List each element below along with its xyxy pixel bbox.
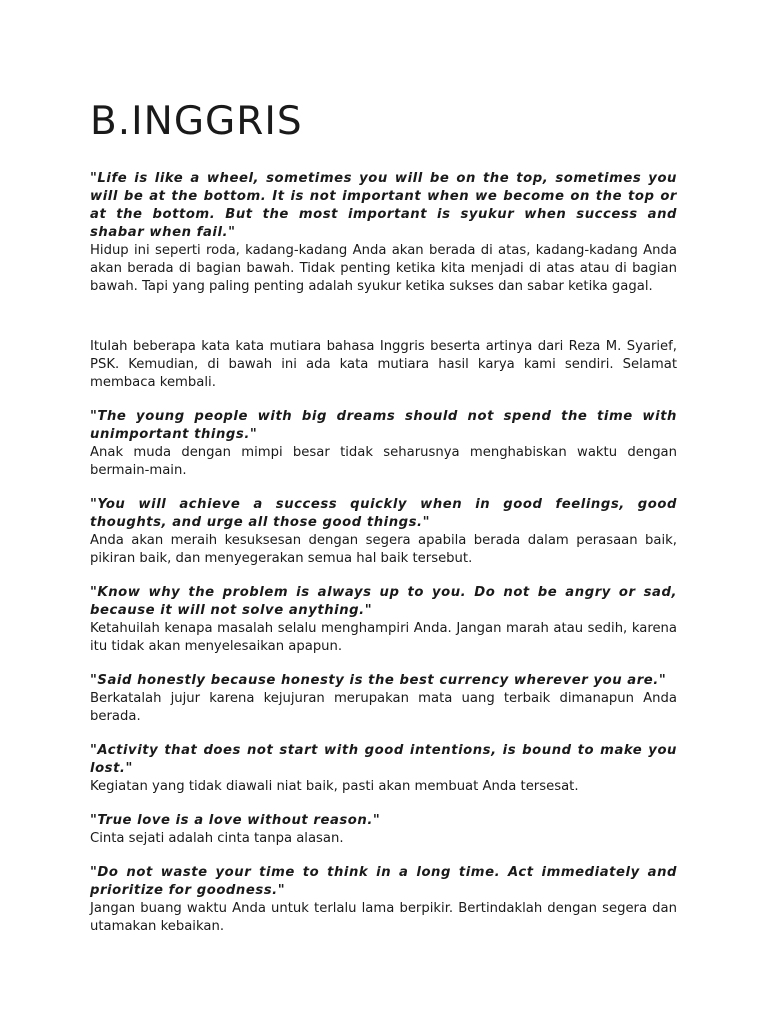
quote-english: "You will achieve a success quickly when in good feelings, good thoughts, and urge all those good things.": [90, 497, 677, 530]
quote-english: "Activity that does not start with good intentions, is bound to make you lost.": [90, 743, 677, 776]
quote-block: [90, 584, 677, 656]
quote-translation: Berkatalah jujur karena kejujuran merupakan mata uang terbaik dimanapun Anda berada.: [90, 691, 677, 724]
quote-english: "Do not waste your time to think in a long time. Act immediately and prioritize for goodness.": [90, 865, 677, 898]
quote-english: "The young people with big dreams should not spend the time with unimportant things.": [90, 409, 677, 442]
quote-block: [90, 408, 677, 480]
quote-block: [90, 864, 677, 936]
document-content: [90, 96, 677, 952]
quote-english: "Life is like a wheel, sometimes you will be on the top, sometimes you will be at the bottom. It is not important when we become on the top or at the bottom. But the most important is syukur when success and shabar when fail.": [90, 171, 677, 240]
quote-translation: Anda akan meraih kesuksesan dengan segera apabila berada dalam perasaan baik, pikiran baik, dan menyegerakan semua hal baik tersebut.: [90, 533, 677, 566]
page-title: B.INGGRIS: [90, 99, 303, 144]
quote-english: "Know why the problem is always up to you. Do not be angry or sad, because it will not solve anything.": [90, 585, 677, 618]
quote-translation: Cinta sejati adalah cinta tanpa alasan.: [90, 831, 344, 846]
intro-paragraph: Itulah beberapa kata kata mutiara bahasa Inggris beserta artinya dari Reza M. Syarief, PSK. Kemudian, di bawah ini ada kata mutiara hasil karya kami sendiri. Selamat membaca kembali.: [90, 339, 677, 390]
quote-translation: Anak muda dengan mimpi besar tidak seharusnya menghabiskan waktu dengan bermain-main.: [90, 445, 677, 478]
quote-block: [90, 812, 677, 848]
quote-block: [90, 170, 677, 296]
quote-block: [90, 742, 677, 796]
quote-block: [90, 496, 677, 568]
quote-translation: Hidup ini seperti roda, kadang-kadang Anda akan berada di atas, kadang-kadang Anda akan berada di bagian bawah. Tidak penting ketika kita menjadi di atas atau di bagian bawah. Tapi yang paling penting adalah syukur ketika sukses dan sabar ketika gagal.: [90, 243, 677, 294]
quote-english: "True love is a love without reason.": [90, 813, 381, 828]
quote-translation: Ketahuilah kenapa masalah selalu menghampiri Anda. Jangan marah atau sedih, karena itu tidak akan menyelesaikan apapun.: [90, 621, 677, 654]
quote-translation: Kegiatan yang tidak diawali niat baik, pasti akan membuat Anda tersesat.: [90, 779, 579, 794]
quote-block: [90, 672, 677, 726]
quote-english: "Said honestly because honesty is the best currency wherever you are.": [90, 673, 667, 688]
quote-translation: Jangan buang waktu Anda untuk terlalu lama berpikir. Bertindaklah dengan segera dan utamakan kebaikan.: [90, 901, 677, 934]
